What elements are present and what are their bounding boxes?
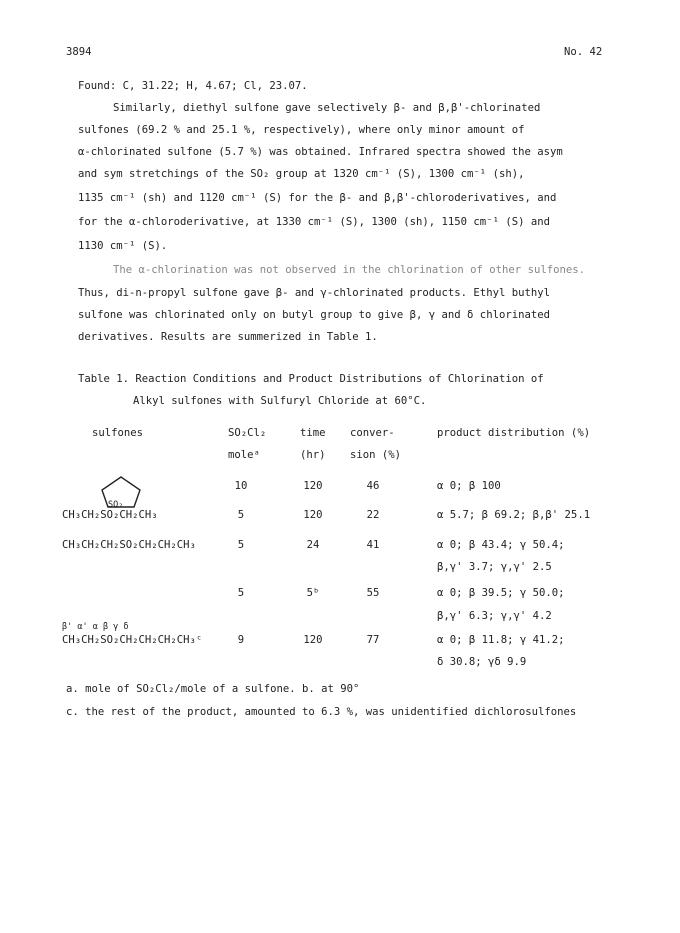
row1-product: α 0; β 100 [437,480,501,492]
ring-so2-label: SO₂ [108,500,124,510]
page-number: 3894 [66,46,92,58]
para2-line: The α-chlorination was not observed in the chlorination of other sulfones. [113,264,585,276]
row4-mole: 5 [237,587,245,599]
header-mole: moleᵃ [228,449,260,461]
header-sulfones: sulfones [92,427,144,439]
header-time: time [300,427,326,439]
para1-line: α-chlorinated sulfone (5.7 %) was obtained. Infrared spectra showed the asym [78,146,563,158]
row5-product-cont: δ 30.8; γδ 9.9 [437,656,527,668]
para1-line: Similarly, diethyl sulfone gave selectively β- and β,β'-chlorinated [113,102,541,114]
para1-line: for the α-chloroderivative, at 1330 cm⁻¹ (S), 1300 (sh), 1150 cm⁻¹ (S) and [78,216,550,228]
header-conversion-2: sion (%) [350,449,402,461]
row4-time: 5ᵇ [306,587,320,599]
para1-line: 1135 cm⁻¹ (sh) and 1120 cm⁻¹ (S) for the β- and β,β'-chloroderivatives, and [78,192,557,204]
row4-conversion: 55 [366,587,380,599]
row1-time: 120 [303,480,323,492]
row5-greek-labels: β' α' α β γ δ [62,622,129,632]
row3-time: 24 [306,539,320,551]
para2-line: Thus, di-n-propyl sulfone gave β- and γ-chlorinated products. Ethyl buthyl [78,287,550,299]
row5-mole: 9 [237,634,245,646]
issue-number: No. 42 [564,46,603,58]
row3-mole: 5 [237,539,245,551]
header-product: product distribution (%) [437,427,591,439]
row2-mole: 5 [237,509,245,521]
row1-mole: 10 [234,480,248,492]
header-conversion: conver- [350,427,395,439]
row2-conversion: 22 [366,509,380,521]
para2-line: sulfone was chlorinated only on butyl group to give β, γ and δ chlorinated [78,309,550,321]
row3-product-cont: β,γ' 3.7; γ,γ' 2.5 [437,561,552,573]
found-line: Found: C, 31.22; H, 4.67; Cl, 23.07. [78,80,308,92]
row3-compound: CH₃CH₂CH₂SO₂CH₂CH₂CH₃ [62,539,196,551]
para1-line: 1130 cm⁻¹ (S). [78,240,168,252]
header-so2cl2: SO₂Cl₂ [228,427,267,439]
row4-product: α 0; β 39.5; γ 50.0; [437,587,565,599]
row5-conversion: 77 [366,634,380,646]
row2-product: α 5.7; β 69.2; β,β' 25.1 [437,509,591,521]
row1-conversion: 46 [366,480,380,492]
para1-line: and sym stretchings of the SO₂ group at 1320 cm⁻¹ (S), 1300 cm⁻¹ (sh), [78,168,525,180]
footnote-c: c. the rest of the product, amounted to 6.3 %, was unidentified dichlorosulfones [66,706,577,718]
para1-line: sulfones (69.2 % and 25.1 %, respectively), where only minor amount of [78,124,525,136]
row4-product-cont: β,γ' 6.3; γ,γ' 4.2 [437,610,552,622]
table-caption: Table 1. Reaction Conditions and Product Distributions of Chlorination of [78,373,544,385]
row2-compound: CH₃CH₂SO₂CH₂CH₃ [62,509,158,521]
row2-time: 120 [303,509,323,521]
row5-product: α 0; β 11.8; γ 41.2; [437,634,565,646]
table-caption-cont: Alkyl sulfones with Sulfuryl Chloride at 60°C. [133,395,427,407]
row5-compound: CH₃CH₂SO₂CH₂CH₂CH₂CH₃ᶜ [62,634,203,646]
row3-conversion: 41 [366,539,380,551]
footnote-a-b: a. mole of SO₂Cl₂/mole of a sulfone. b. at 90° [66,683,360,695]
row3-product: α 0; β 43.4; γ 50.4; [437,539,565,551]
para2-line: derivatives. Results are summerized in Table 1. [78,331,378,343]
header-hr: (hr) [300,449,326,461]
row5-time: 120 [303,634,323,646]
